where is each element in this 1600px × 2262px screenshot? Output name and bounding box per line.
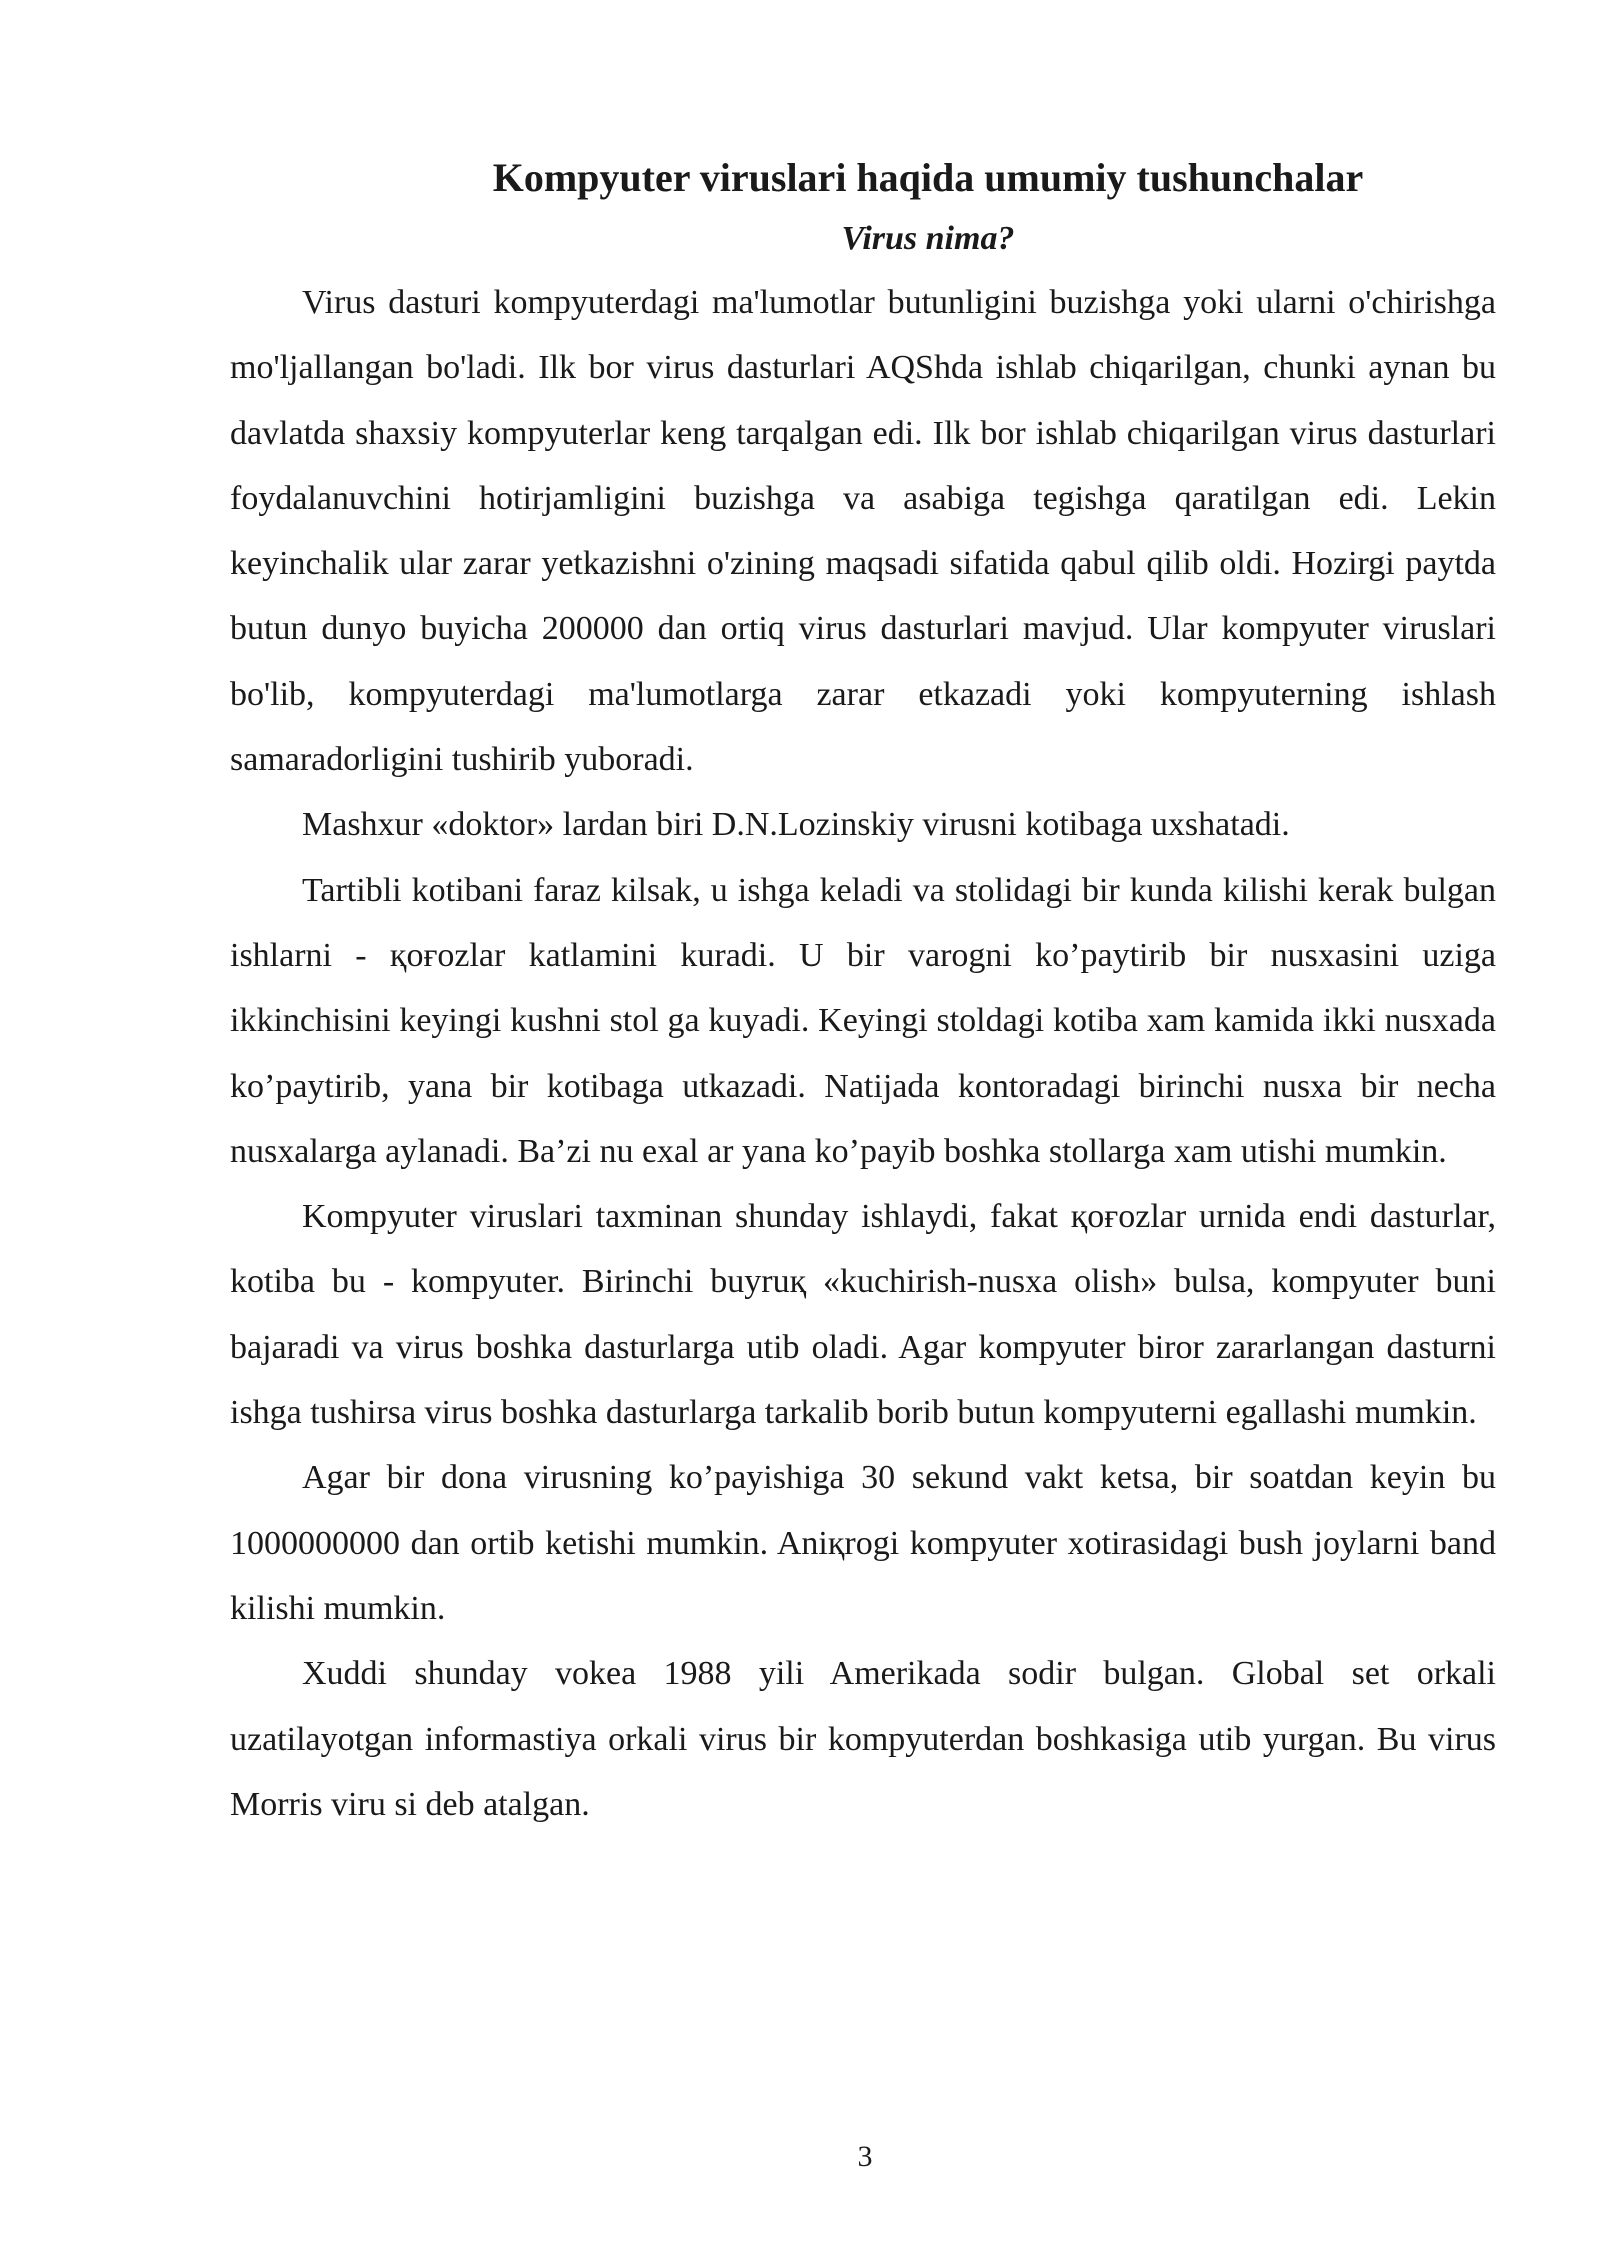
paragraph: Agar bir dona virusning ko’payishiga 30 sekund vakt ketsa, bir soatdan keyin bu 1000000000 dan ortib ketishi mumkin. Aniқrogi kompyuter xotirasidagi bush joylarni band kilishi mumkin.: [230, 1459, 1496, 1627]
paragraph: Kompyuter viruslari taxminan shunday ishlaydi, fakat қоғozlar urnida endi dasturlar, kotiba bu - kompyuter. Birinchi buyruқ «kuchirish-nusxa olish» bulsa, kompyuter buni bajaradi va virus boshka dasturlarga utib oladi. Agar kompyuter biror zararlangan dasturni ishga tushirsa virus boshka dasturlarga tarkalib borib butun kompyuterni egallashi mumkin.: [230, 1198, 1496, 1432]
paragraph: Xuddi shunday vokea 1988 yili Amerikada sodir bulgan. Global set orkali uzatilayotgan informastiya orkali virus bir kompyuterdan boshkasiga utib yurgan. Bu virus Morris viru si deb atalgan.: [230, 1655, 1496, 1823]
page-content: [230, 150, 1496, 1837]
paragraph: Mashxur «doktor» lardan biri D.N.Lozinskiy virusni kotibaga uxshatadi.: [302, 806, 1290, 844]
paragraph: Virus dasturi kompyuterdagi ma'lumotlar butunligini buzishga yoki ularni o'chirishga mo'ljallangan bo'ladi. Ilk bor virus dasturlari AQShda ishlab chiqarilgan, chunki aynan bu davlatda shaxsiy kompyuterlar keng tarqalgan edi. Ilk bor ishlab chiqarilgan virus dasturlari foydalanuvchini hotirjamligini buzishga va asabiga tegishga qaratilgan edi. Lekin keyinchalik ular zarar yetkazishni o'zining maqsadi sifatida qabul qilib oldi. Hozirgi paytda butun dunyo buyicha 200000 dan ortiq virus dasturlari mavjud. Ular kompyuter viruslari bo'lib, kompyuterdagi ma'lumotlarga zarar etkazadi yoki kompyuterning ishlash samaradorligini tushirib yuboradi.: [230, 284, 1496, 779]
page-title: Kompyuter viruslari haqida umumiy tushunchalar: [492, 155, 1364, 200]
paragraph: Tartibli kotibani faraz kilsak, u ishga keladi va stolidagi bir kunda kilishi kerak bulgan ishlarni - қоғozlar katlamini kuradi. U bir varogni ko’paytirib bir nusxasini uziga ikkinchisini keyingi kushni stol ga kuyadi. Keyingi stoldagi kotiba xam kamida ikki nusxada ko’paytirib, yana bir kotibaga utkazadi. Natijada kontoradagi birinchi nusxa bir necha nusxalarga aylanadi. Ba’zi nu exal ar yana ko’payib boshka stollarga xam utishi mumkin.: [230, 871, 1496, 1170]
page-number: 3: [857, 2140, 873, 2173]
section-subtitle: Virus nima?: [841, 220, 1015, 257]
